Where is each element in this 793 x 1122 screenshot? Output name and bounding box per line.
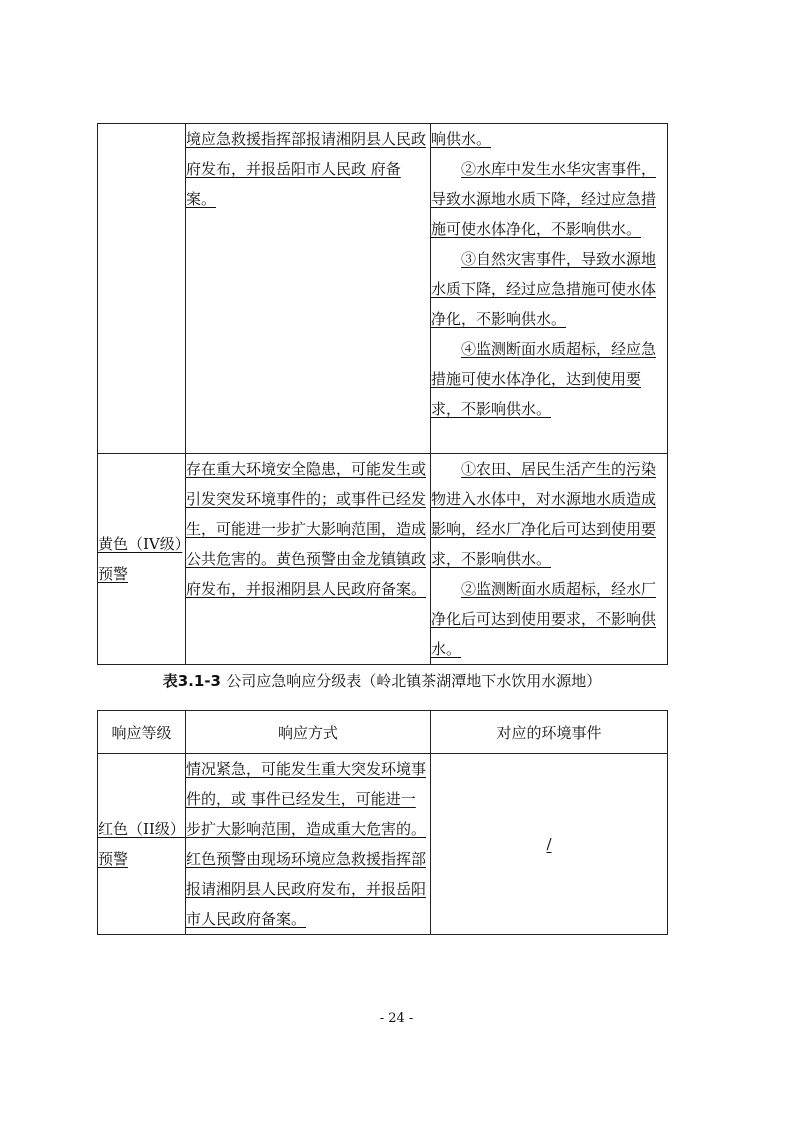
caption-number: 表3.1-3: [162, 672, 221, 690]
page-number: - 24 -: [379, 1011, 414, 1026]
table-header-row: [98, 711, 668, 754]
event-paragraph: ④监测断面水质超标，经应急措施可使水体净化，达到使用要求，不影响供水。: [431, 340, 657, 418]
header-method: 响应方式: [186, 711, 431, 754]
table-row: [98, 454, 668, 665]
method-text: 存在重大环境安全隐患，可能发生或引发突发环境事件的；或事件已经发生，可能进一步扩大影响范围，造成公共危害的。黄色预警由金龙镇镇政府发布，并报湘阴县人民政府备案。: [186, 460, 427, 598]
table-row: [98, 124, 668, 454]
events-text: /: [546, 835, 552, 853]
events-cell: [431, 754, 668, 935]
method-cell: [186, 124, 431, 454]
header-level: 响应等级: [98, 711, 186, 754]
caption-text: 公司应急响应分级表（岭北镇茶湖潭地下水饮用水源地）: [226, 672, 602, 690]
event-paragraph: 响供水。: [431, 130, 492, 148]
level-cell: [98, 124, 186, 454]
level-cell: [98, 454, 186, 665]
level-label: 黄色（IV级）预警: [98, 535, 183, 583]
table-row: [98, 754, 668, 935]
events-cell: [431, 454, 668, 665]
event-paragraph: ①农田、居民生活产生的污染物进入水体中，对水源地水质造成影响，经水厂净化后可达到使用要求，不影响供水。: [431, 460, 657, 568]
response-level-table: [97, 710, 668, 935]
event-paragraph: ②监测断面水质超标，经水厂净化后可达到使用要求，不影响供水。: [431, 580, 657, 658]
table-caption: [97, 670, 667, 691]
level-cell: [98, 754, 186, 935]
event-paragraph: ③自然灾害事件，导致水源地水质下降，经过应急措施可使水体净化，不影响供水。: [431, 250, 657, 328]
event-paragraph: ②水库中发生水华灾害事件，导致水源地水质下降，经过应急措施可使水体净化，不影响供水。: [431, 160, 657, 238]
response-table-continued: [97, 123, 668, 665]
events-cell: [431, 124, 668, 454]
header-events: 对应的环境事件: [431, 711, 668, 754]
method-cell: [186, 454, 431, 665]
method-text: 境应急救援指挥部报请湘阴县人民政府发布，并报岳阳市人民政 府备案。: [186, 130, 427, 208]
level-label: 红色（II级）预警: [98, 820, 185, 868]
method-cell: [186, 754, 431, 935]
method-text: 情况紧急，可能发生重大突发环境事件的，或 事件已经发生，可能进一步扩大影响范围，造成重大危害的。红色预警由现场环境应急救援指挥部报请湘阴县人民政府发布，并报岳阳市人民政府备案。: [186, 760, 427, 928]
